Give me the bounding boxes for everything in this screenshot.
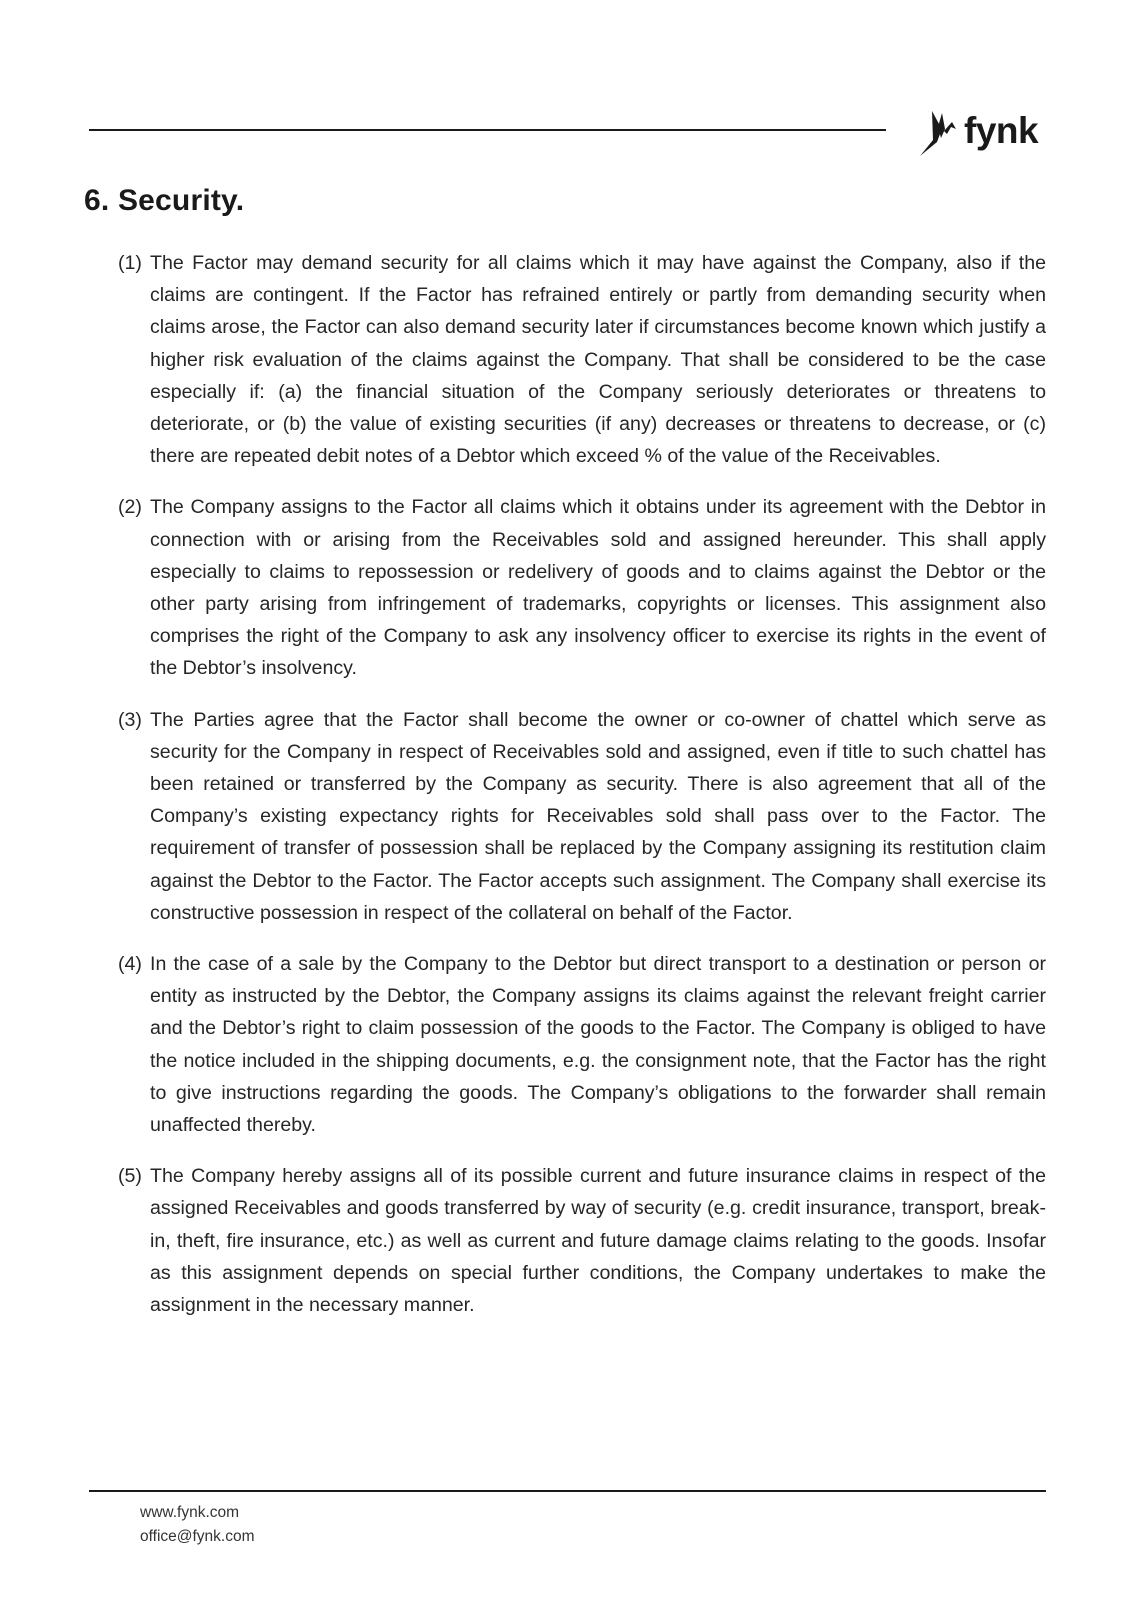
brand-logo bbox=[918, 106, 1038, 158]
clause-number: (5) bbox=[118, 1165, 142, 1188]
clause-2 bbox=[118, 491, 1046, 684]
bird-logo-icon bbox=[918, 107, 958, 157]
clause-1 bbox=[118, 247, 1046, 472]
clause-number: (4) bbox=[118, 953, 142, 976]
footer-email-link[interactable]: office@fynk.com bbox=[140, 1528, 255, 1545]
clause-text: The Factor may demand security for all claims which it may have against the Company, also if the claims are contingent. If the Factor has refrained entirely or partly from demanding security when claims arose, the Factor can also demand security later if circumstances become known which justify a higher risk evaluation of the claims against the Company. That shall be considered to be the case especially if: (a) the financial situation of the Company seriously deteriorates or threatens to deteriorate, or (b) the value of existing securities (if any) decreases or threatens to decrease, or (c) there are repeated debit notes of a Debtor which exceed % of the value of the Receivables. bbox=[150, 252, 1046, 468]
clause-number: (3) bbox=[118, 708, 142, 731]
clause-list bbox=[118, 247, 1046, 1340]
header-divider bbox=[89, 129, 886, 131]
clause-text: The Company assigns to the Factor all claims which it obtains under its agreement with the Debtor in connection with or arising from the Receivables sold and assigned hereunder. This shall apply especially to claims to repossession or redelivery of goods and to claims against the Debtor or the other party arising from infringement of trademarks, copyrights or licenses. This assignment also comprises the right of the Company to ask any insolvency officer to exercise its rights in the event of the Debtor’s insolvency. bbox=[150, 496, 1046, 680]
section-title: 6. Security. bbox=[84, 184, 245, 217]
clause-5 bbox=[118, 1160, 1046, 1321]
footer-website-link[interactable]: www.fynk.com bbox=[140, 1504, 240, 1521]
clause-4 bbox=[118, 948, 1046, 1141]
clause-number: (1) bbox=[118, 252, 142, 274]
footer-divider bbox=[89, 1490, 1046, 1492]
clause-number: (2) bbox=[118, 496, 142, 519]
clause-3 bbox=[118, 704, 1046, 929]
clause-text: The Parties agree that the Factor shall become the owner or co-owner of chattel which serve as security for the Company in respect of Receivables sold and assigned, even if title to such chattel has been retained or transferred by the Company as security. There is also agreement that all of the Company’s existing expectancy rights for Receivables sold shall pass over to the Factor. The requirement of transfer of possession shall be replaced by the Company assigning its restitution claim against the Debtor to the Factor. The Factor accepts such assignment. The Company shall exercise its constructive possession in respect of the collateral on behalf of the Factor. bbox=[150, 708, 1046, 924]
clause-text: In the case of a sale by the Company to the Debtor but direct transport to a destination or person or entity as instructed by the Debtor, the Company assigns its claims against the relevant freight carrier and the Debtor’s right to claim possession of the goods to the Factor. The Company is obliged to have the notice included in the shipping documents, e.g. the consignment note, that the Factor has the right to give instructions regarding the goods. The Company’s obligations to the forwarder shall remain unaffected thereby. bbox=[150, 953, 1046, 1137]
brand-name: fynk bbox=[964, 109, 1039, 151]
clause-text: The Company hereby assigns all of its possible current and future insurance claims in respect of the assigned Receivables and goods transferred by way of security (e.g. credit insurance, transport, break-in, theft, fire insurance, etc.) as well as current and future damage claims relating to the goods. Insofar as this assignment depends on special further conditions, the Company undertakes to make the assignment in the necessary manner. bbox=[150, 1165, 1046, 1317]
